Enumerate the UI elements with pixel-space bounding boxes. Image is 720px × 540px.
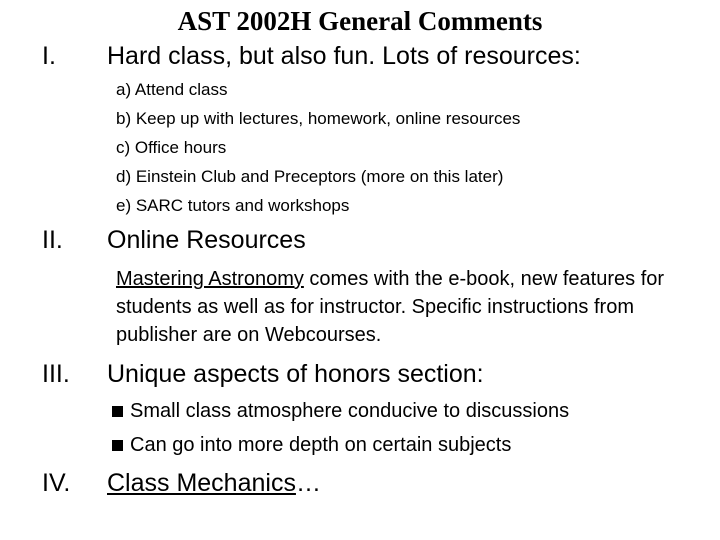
slide-title: AST 2002H General Comments bbox=[177, 6, 543, 36]
list-item: d) Einstein Club and Preceptors (more on this later) bbox=[116, 167, 504, 186]
resource-list bbox=[116, 75, 520, 220]
paragraph-text: comes with the e-book, new features for students as well as for instructor. Specific instructions from publisher are on Webcourses. bbox=[116, 268, 665, 346]
section-2-heading: Online Resources bbox=[107, 226, 306, 254]
honors-bullet-list bbox=[112, 394, 569, 462]
online-resources-paragraph bbox=[116, 265, 696, 349]
section-3-heading: Unique aspects of honors section: bbox=[107, 360, 484, 388]
bullet-text: Can go into more depth on certain subjects bbox=[130, 434, 512, 456]
section-4-heading bbox=[107, 467, 321, 499]
section-4-numeral: IV. bbox=[42, 469, 71, 497]
list-item: a) Attend class bbox=[116, 80, 228, 99]
bullet-text: Small class atmosphere conducive to discussions bbox=[130, 400, 570, 422]
class-mechanics-link[interactable]: Class Mechanics bbox=[107, 469, 296, 497]
list-item: c) Office hours bbox=[116, 138, 227, 157]
list-item: b) Keep up with lectures, homework, online resources bbox=[116, 109, 521, 128]
list-item bbox=[112, 428, 569, 462]
list-item bbox=[112, 394, 569, 428]
list-item: e) SARC tutors and workshops bbox=[116, 196, 350, 215]
square-bullet-icon bbox=[112, 440, 123, 451]
square-bullet-icon bbox=[112, 406, 123, 417]
section-1-numeral: I. bbox=[42, 42, 56, 70]
heading-suffix: … bbox=[295, 469, 321, 497]
section-1-heading: Hard class, but also fun. Lots of resources: bbox=[107, 42, 581, 70]
mastering-astronomy-link[interactable]: Mastering Astronomy bbox=[116, 268, 304, 290]
section-3-numeral: III. bbox=[42, 360, 70, 388]
section-2-numeral: II. bbox=[42, 226, 63, 254]
